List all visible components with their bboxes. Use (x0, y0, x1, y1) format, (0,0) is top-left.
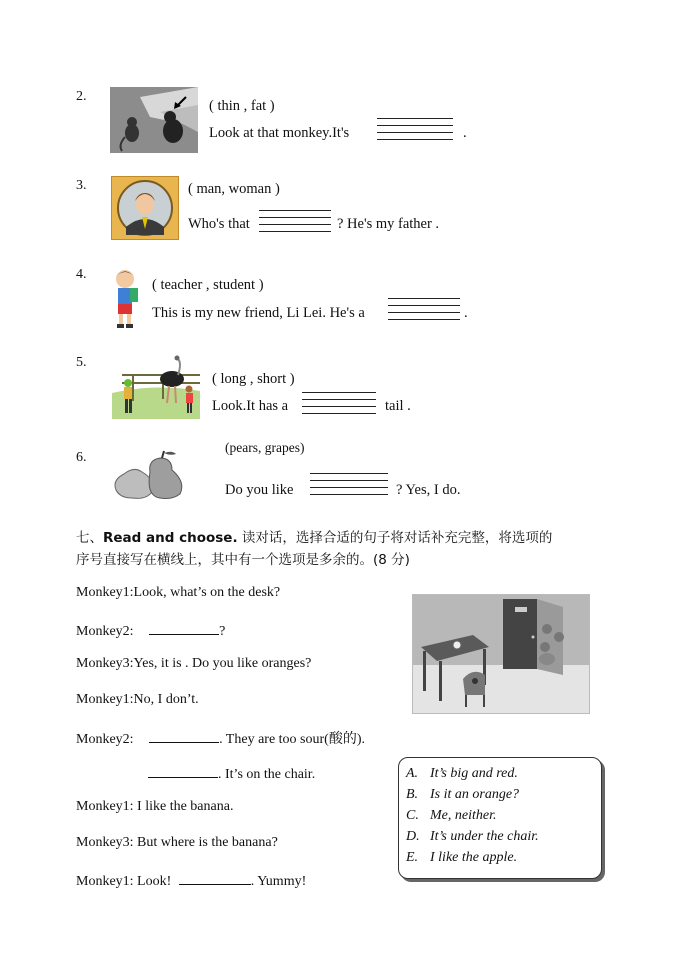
options-label: (pears, grapes) (225, 440, 305, 455)
dialogue-line: Monkey3: But where is the banana? (76, 835, 278, 850)
pears-picture (112, 450, 188, 500)
answer-blank[interactable] (259, 210, 331, 238)
dialogue-line: Monkey1:No, I don’t. (76, 692, 199, 707)
sentence-end: ? He's my father . (337, 216, 440, 232)
sentence: Look.It has a (212, 398, 289, 414)
monkeys-picture (110, 87, 198, 153)
answer-blank[interactable] (149, 729, 219, 743)
dialogue-line: Monkey2: . They are too sour(酸的). (76, 728, 365, 748)
dialogue-line: . It’s on the chair. (148, 764, 315, 783)
choices-box (398, 757, 602, 879)
ostrich-zoo-picture (112, 353, 200, 419)
sentence: This is my new friend, Li Lei. He's a (152, 305, 365, 321)
dialogue-line: Monkey1: Look! . Yummy! (76, 871, 306, 890)
answer-blank[interactable] (302, 392, 376, 420)
answer-blank[interactable] (388, 298, 460, 326)
choice-item: D. It’s under the chair. (406, 829, 539, 844)
answer-blank[interactable] (149, 621, 219, 635)
sentence-end: ? Yes, I do. (396, 482, 461, 498)
father-portrait-picture (111, 176, 179, 240)
dialogue-line: Monkey1: I like the banana. (76, 799, 234, 814)
sentence: Look at that monkey.It's (209, 125, 350, 141)
sentence: Who's that (188, 216, 250, 232)
options-label: ( long , short ) (212, 371, 295, 387)
options-label: ( man, woman ) (188, 181, 280, 197)
question-number: 4. (76, 267, 87, 282)
dialogue-line: Monkey2: ? (76, 621, 225, 640)
sentence: Do you like (225, 482, 294, 498)
section-title: Read and choose. (103, 530, 238, 546)
options-label: ( thin , fat ) (209, 98, 275, 114)
section-instruction: 读对话，选择合适的句子将对话补充完整，将选项的 (237, 530, 553, 546)
choice-item: E. I like the apple. (406, 850, 518, 865)
answer-blank[interactable] (148, 764, 218, 778)
sentence-end: . (464, 305, 468, 321)
sentence-end: tail . (385, 398, 411, 414)
choice-item: C. Me, neither. (406, 808, 497, 823)
room-with-monkeys-picture (412, 594, 590, 714)
question-number: 5. (76, 355, 87, 370)
question-number: 6. (76, 450, 87, 465)
options-label: ( teacher , student ) (152, 277, 264, 293)
answer-blank[interactable] (179, 871, 251, 885)
section-instruction-2: 序号直接写在横线上，其中有一个选项是多余的。(8 分) (76, 552, 410, 568)
sentence-end: . (463, 125, 467, 141)
choice-item: A. It’s big and red. (406, 766, 518, 781)
answer-blank[interactable] (377, 118, 453, 146)
boy-picture (110, 266, 142, 330)
section-heading (76, 527, 636, 571)
question-number: 3. (76, 178, 87, 193)
question-number: 2. (76, 89, 87, 104)
answer-blank[interactable] (310, 473, 388, 501)
dialogue-line: Monkey3:Yes, it is . Do you like oranges? (76, 656, 312, 671)
choice-item: B. Is it an orange? (406, 787, 520, 802)
dialogue-line: Monkey1:Look, what’s on the desk? (76, 585, 281, 600)
section-number: 七、 (76, 530, 103, 546)
